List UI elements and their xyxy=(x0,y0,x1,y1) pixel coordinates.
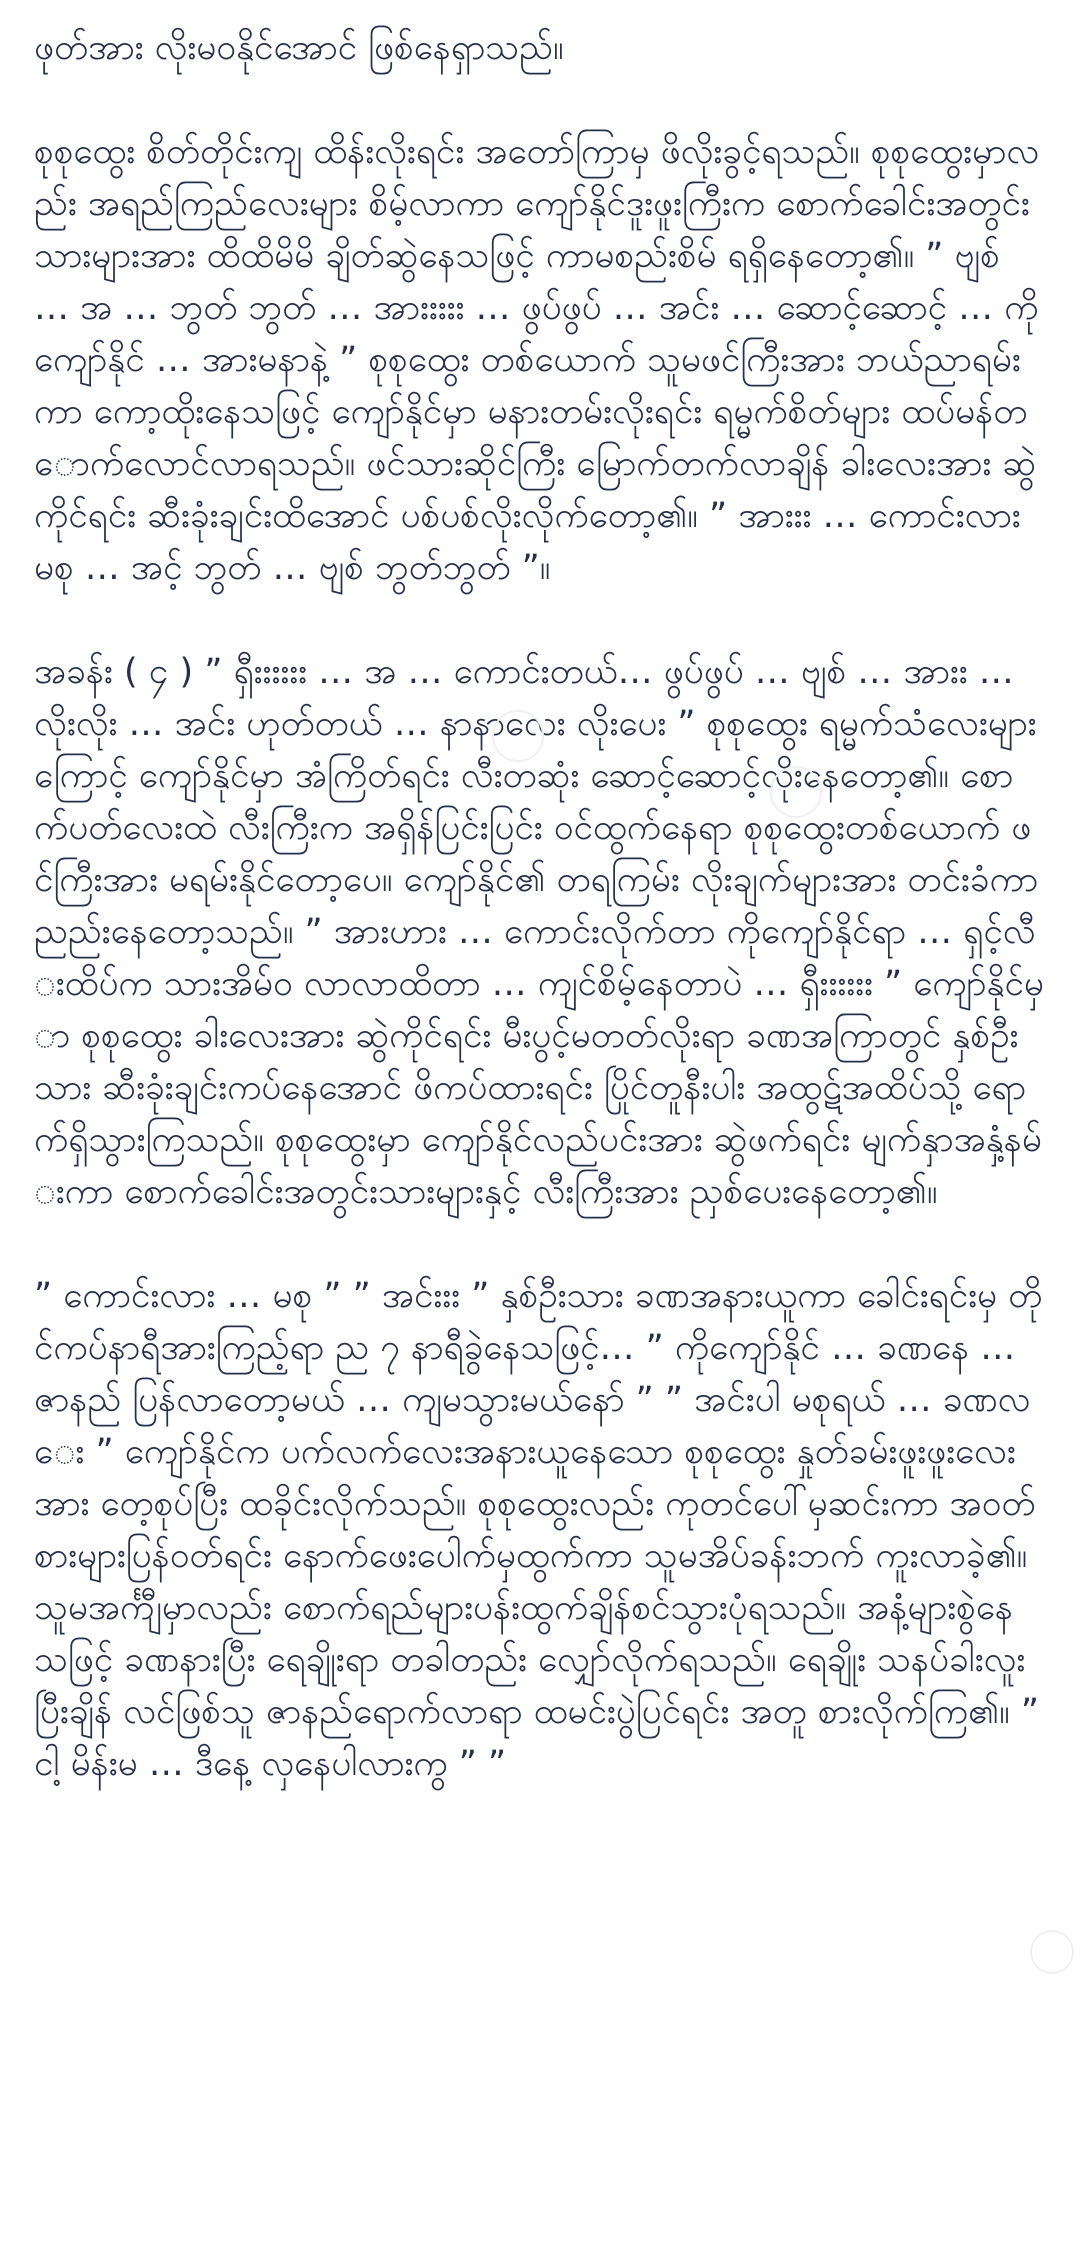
paragraph: ” ကောင်းလား … မစု ” ” အင်းးး ” နှစ်ဦးသား ခဏအနားယူကာ ခေါင်းရင်းမှ တိုင်ကပ်နာရီအားကြည့်ရာ ည ၇ နာရီခွဲနေသဖြင့်… ” ကိုကျော်နိုင် … ခဏနေ … ဇာနည် ပြန်လာတော့မယ် … ကျမသွားမယ်နော် ” ” အင်းပါ မစုရယ် … ခဏလေး ” ကျော်နိုင်က ပက်လက်လေးအနားယူနေသော စုစုထွေး နှုတ်ခမ်းဖူးဖူးလေးအား တေ့စုပ်ပြီး ထခိုင်းလိုက်သည်။ စုစုထွေးလည်း ကုတင်ပေါ်မှဆင်းကာ အဝတ်စားများပြန်ဝတ်ရင်း နောက်ဖေးပေါက်မှထွက်ကာ သူမအိပ်ခန်းဘက် ကူးလာခဲ့၏။ သူမအင်္ကျီမှာလည်း စောက်ရည်များပန်းထွက်ချိန်စင်သွားပုံရသည်။ အနံ့များစွဲနေသဖြင့် ခဏနားပြီး ရေချိုးရာ တခါတည်း လျှော်လိုက်ရသည်။ ရေချိုး သနပ်ခါးလူးပြီးချိန် လင်ဖြစ်သူ ဇာနည်ရောက်လာရာ ထမင်းပွဲပြင်ရင်း အတူ စားလိုက်ကြ၏။ ” ငါ့ မိန်းမ … ဒီနေ့ လှနေပါလားကွ ” ” xyxy=(34,1276,1043,1784)
paragraph-spacer xyxy=(34,594,1044,646)
paragraph: စုစုထွေး စိတ်တိုင်းကျ ထိန်းလိုးရင်း အတော်ကြာမှ ဖိလိုးခွင့်ရသည်။ စုစုထွေးမှာလည်း အရည်ကြည်လေးများ စိမ့်လာကာ ကျော်နိုင်ဒူးဖူးကြီးက စောက်ခေါင်းအတွင်းသားများအား ထိထိမိမိ ချိတ်ဆွဲနေသဖြင့် ကာမစည်းစိမ် ရရှိနေတော့၏။ ” ဗျစ် … အ … ဘွတ် ဘွတ် … အားးးးး … ဖွပ်ဖွပ် … အင်း … ဆောင့်ဆောင့် … ကိုကျော်နိုင် … အားမနာနဲ့ ” စုစုထွေး တစ်ယောက် သူမဖင်ကြီးအား ဘယ်ညာရမ်းကာ ကော့ထိုးနေသဖြင့် ကျော်နိုင်မှာ မနားတမ်းလိုးရင်း ရမ္မက်စိတ်များ ထပ်မန်တောက်လောင်လာရသည်။ ဖင်သားဆိုင်ကြီး မြောက်တက်လာချိန် ခါးလေးအား ဆွဲကိုင်ရင်း ဆီးခုံးချင်းထိအောင် ပစ်ပစ်လိုးလိုက်တော့၏။ ” အားးး … ကောင်းလား မစု … အင့် ဘွတ် … ဗျစ် ဘွတ်ဘွတ် ”။ xyxy=(34,132,1040,588)
paragraph-spacer xyxy=(34,1218,1044,1270)
touch-ripple-icon xyxy=(492,710,544,762)
touch-ripple-icon xyxy=(770,766,822,818)
paragraph: ဖုတ်အား လိုးမဝနိုင်အောင် ဖြစ်နေရှာသည်။ xyxy=(34,28,564,68)
paragraph: အခန်း ( ၄ ) ” ရှီးးးးးး … အ … ကောင်းတယ်… ဖွပ်ဖွပ် … ဗျစ် … အားး … လိုးလိုး … အင်း ဟုတ်တယ် … နာနာလေး လိုးပေး ” စုစုထွေး ရမ္မက်သံလေးများကြောင့် ကျော်နိုင်မှာ အံကြိတ်ရင်း လီးတဆုံး ဆောင့်ဆောင့်လိုးနေတော့၏။ စောက်ပတ်လေးထဲ လီးကြီးက အရှိန်ပြင်းပြင်း ဝင်ထွက်နေရာ စုစုထွေးတစ်ယောက် ဖင်ကြီးအား မရမ်းနိုင်တော့ပေ။ ကျော်နိုင်၏ တရကြမ်း လိုးချက်များအား တင်းခံကာ ညည်းနေတော့သည်။ ” အားဟား … ကောင်းလိုက်တာ ကိုကျော်နိုင်ရာ … ရှင့်လီးထိပ်က သားအိမ်ဝ လာလာထိတာ … ကျင်စိမ့်နေတာပဲ … ရှီးးးးးး ” ကျော်နိုင်မှာ စုစုထွေး ခါးလေးအား ဆွဲကိုင်ရင်း မီးပွင့်မတတ်လိုးရာ ခဏအကြာတွင် နှစ်ဦးသား ဆီးခုံးချင်းကပ်နေအောင် ဖိကပ်ထားရင်း ပြိုင်တူနီးပါး အထွဋ်အထိပ်သို့ ရောက်ရှိသွားကြသည်။ စုစုထွေးမှာ ကျော်နိုင်လည်ပင်းအား ဆွဲဖက်ရင်း မျက်နှာအနှံ့နမ်းကာ စောက်ခေါင်းအတွင်းသားများနှင့် လီးကြီးအား ညှစ်ပေးနေတော့၏။ xyxy=(34,652,1044,1212)
paragraph-spacer xyxy=(34,74,1044,126)
touch-ripple-icon xyxy=(1030,1930,1074,1974)
article-body xyxy=(34,22,1044,1790)
